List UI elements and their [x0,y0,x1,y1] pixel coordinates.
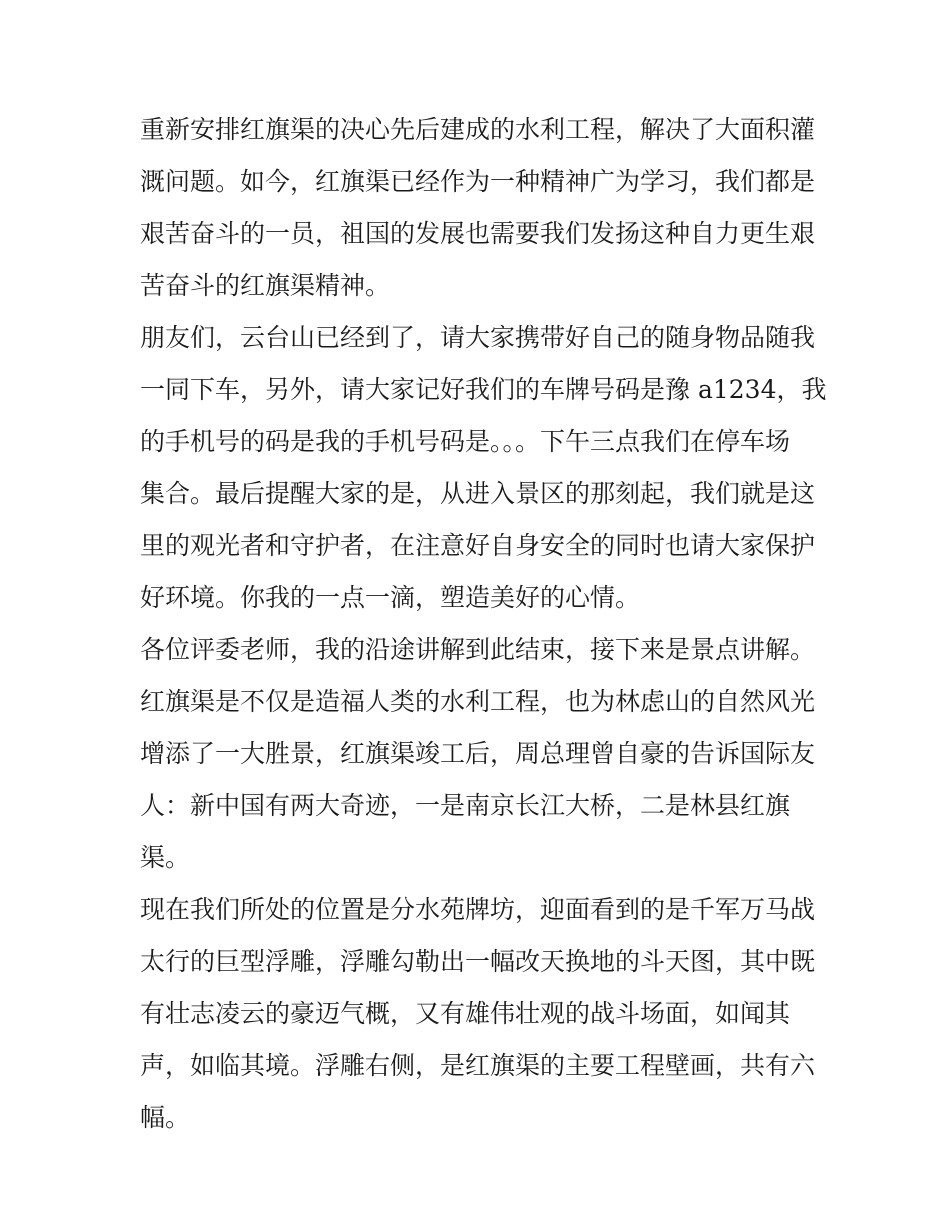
text-line: 苦奋斗的红旗渠精神。 [140,271,391,300]
text-line: 现在我们所处的位置是分水苑牌坊，迎面看到的是千军万马战 [140,895,816,924]
text-line: 好环境。你我的一点一滴，塑造美好的心情。 [140,583,641,612]
paragraph-arrival-notice [140,312,827,624]
paragraph-hongqiqu-intro [140,676,815,884]
document-body [140,104,827,1144]
text-line: 集合。最后提醒大家的是，从进入景区的那刻起，我们就是这 [140,479,816,508]
text-line: 声，如临其境。浮雕右侧，是红旗渠的主要工程壁画，共有六 [140,1051,816,1080]
text-line: 的手机号的码是我的手机号码是。。。下午三点我们在停车场 [140,427,791,456]
text-line: 溉问题。如今，红旗渠已经作为一种精神广为学习，我们都是 [140,167,816,196]
text-line: 太行的巨型浮雕，浮雕勾勒出一幅改天换地的斗天图，其中既 [140,947,816,976]
text-line: 幅。 [140,1103,191,1132]
text-line: 朋友们，云台山已经到了，请大家携带好自己的随身物品随我 [140,323,816,352]
text-line: 各位评委老师，我的沿途讲解到此结束，接下来是景点讲解。 [140,635,816,664]
text-line: 里的观光者和守护者，在注意好自身安全的同时也请大家保护 [140,531,816,560]
text-line: 有壮志凌云的豪迈气概，又有雄伟壮观的战斗场面，如闻其 [140,999,791,1028]
text-line: 一同下车，另外，请大家记好我们的车牌号码是豫 a1234，我 [140,375,827,404]
paragraph-hongqiqu-spirit [140,104,815,312]
paragraph-fenshuiyuan-archway [140,884,815,1144]
text-line: 增添了一大胜景，红旗渠竣工后，周总理曾自豪的告诉国际友 [140,739,816,768]
text-line: 红旗渠是不仅是造福人类的水利工程，也为林虑山的自然风光 [140,687,816,716]
text-line: 人：新中国有两大奇迹，一是南京长江大桥，二是林县红旗 [140,791,791,820]
text-line: 重新安排红旗渠的决心先后建成的水利工程，解决了大面积灌 [140,115,816,144]
text-line: 渠。 [140,843,191,872]
text-line: 艰苦奋斗的一员，祖国的发展也需要我们发扬这种自力更生艰 [140,219,816,248]
paragraph-transition [140,624,815,676]
